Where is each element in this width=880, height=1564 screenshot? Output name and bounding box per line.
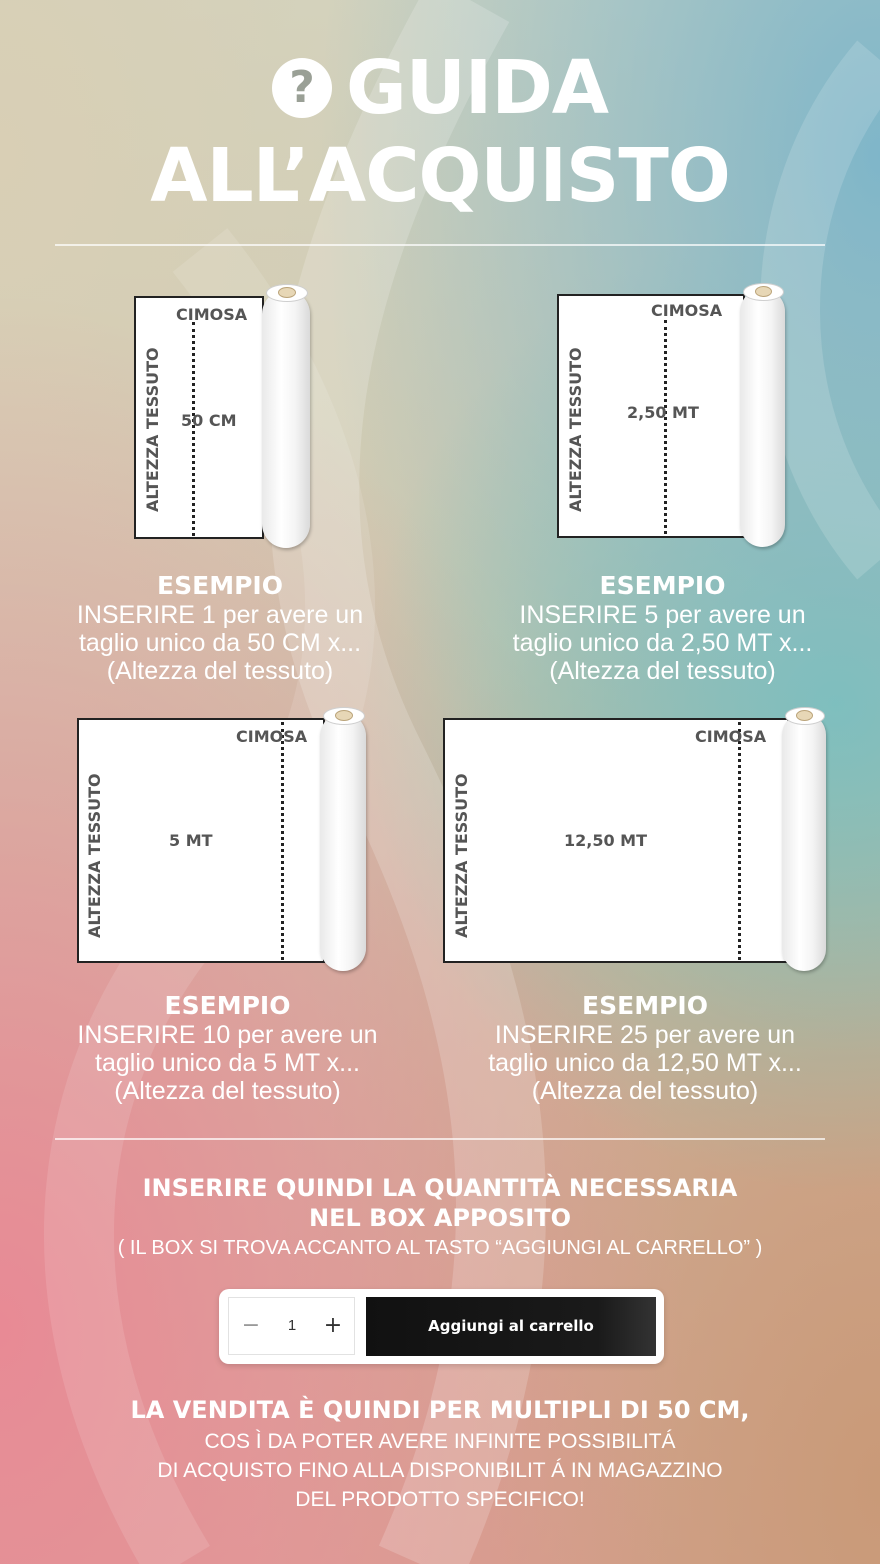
cimosa-label: CIMOSA [176,305,248,324]
quantity-input[interactable]: 1 [287,1317,297,1334]
measure-label: 50 CM [181,411,237,430]
roll-core [796,710,813,721]
example-line-2: taglio unico da 12,50 MT x... [488,1049,802,1077]
cut-line [738,722,741,960]
fabric-roll [320,713,366,971]
example-title: ESEMPIO [157,571,283,600]
example-line-2: taglio unico da 5 MT x... [95,1049,360,1077]
measure-label: 2,50 MT [627,403,699,422]
page-title [0,40,880,219]
altezza-label: ALTEZZA TESSUTO [143,347,162,512]
example-1 [40,571,400,685]
fabric-roll [782,713,826,971]
altezza-label: ALTEZZA TESSUTO [452,773,471,938]
divider-top [55,244,825,246]
example-title: ESEMPIO [164,991,291,1020]
title-line-2: ALL’ACQUISTO [150,133,730,219]
add-to-cart-box [219,1289,664,1364]
measure-label: 5 MT [169,831,213,850]
question-icon: ? [272,58,332,118]
fabric-roll [740,289,785,547]
instruction-note: ( IL BOX SI TROVA ACCANTO AL TASTO “AGGIUNGI AL CARRELLO” ) [117,1237,763,1259]
example-title: ESEMPIO [599,571,726,600]
cut-line [281,722,284,960]
add-to-cart-button[interactable]: Aggiungi al carrello [366,1297,656,1356]
footer-line-3: DEL PRODOTTO SPECIFICO! [295,1488,585,1511]
example-line-2: taglio unico da 2,50 MT x... [512,629,813,657]
example-line-3: (Altezza del tessuto) [114,1077,341,1105]
divider-bottom [55,1138,825,1140]
altezza-label: ALTEZZA TESSUTO [566,347,585,512]
example-line-3: (Altezza del tessuto) [531,1077,759,1105]
example-line-3: (Altezza del tessuto) [106,657,334,685]
instruction-line-1: INSERIRE QUINDI LA QUANTITÀ NECESSARIA [142,1174,738,1202]
roll-core [335,710,353,721]
increase-button[interactable]: + [323,1313,343,1338]
fabric-roll [262,290,310,548]
example-line-1: INSERIRE 5 per avere un [519,601,806,629]
example-line-1: INSERIRE 25 per avere un [494,1021,796,1049]
cut-line [664,320,667,534]
footer-headline: LA VENDITA È QUINDI PER MULTIPLI DI 50 CM, [130,1396,750,1424]
altezza-label: ALTEZZA TESSUTO [85,773,104,938]
example-line-1: INSERIRE 10 per avere un [77,1021,378,1049]
measure-label: 12,50 MT [564,831,648,850]
cimosa-label: CIMOSA [236,727,308,746]
instruction-block [0,1173,880,1263]
cimosa-label: CIMOSA [651,301,723,320]
decrease-button[interactable]: − [241,1313,261,1338]
quantity-stepper [228,1297,355,1355]
footer-line-2: DI ACQUISTO FINO ALLA DISPONIBILIT Á IN MAGAZZINO [157,1459,723,1482]
roll-core [755,286,772,297]
footer-line-1: COS Ì DA POTER AVERE INFINITE POSSIBILITÁ [204,1430,676,1453]
footer-block [0,1393,880,1514]
roll-core [278,287,296,298]
title-line-1: GUIDA [345,45,609,131]
example-line-1: INSERIRE 1 per avere un [76,601,364,629]
example-line-3: (Altezza del tessuto) [549,657,776,685]
instruction-line-2: NEL BOX APPOSITO [309,1204,571,1232]
example-3 [45,991,410,1105]
example-title: ESEMPIO [582,991,708,1020]
example-line-2: taglio unico da 50 CM x... [78,629,362,657]
example-4 [450,991,840,1105]
cimosa-label: CIMOSA [695,727,767,746]
example-2 [470,571,855,685]
